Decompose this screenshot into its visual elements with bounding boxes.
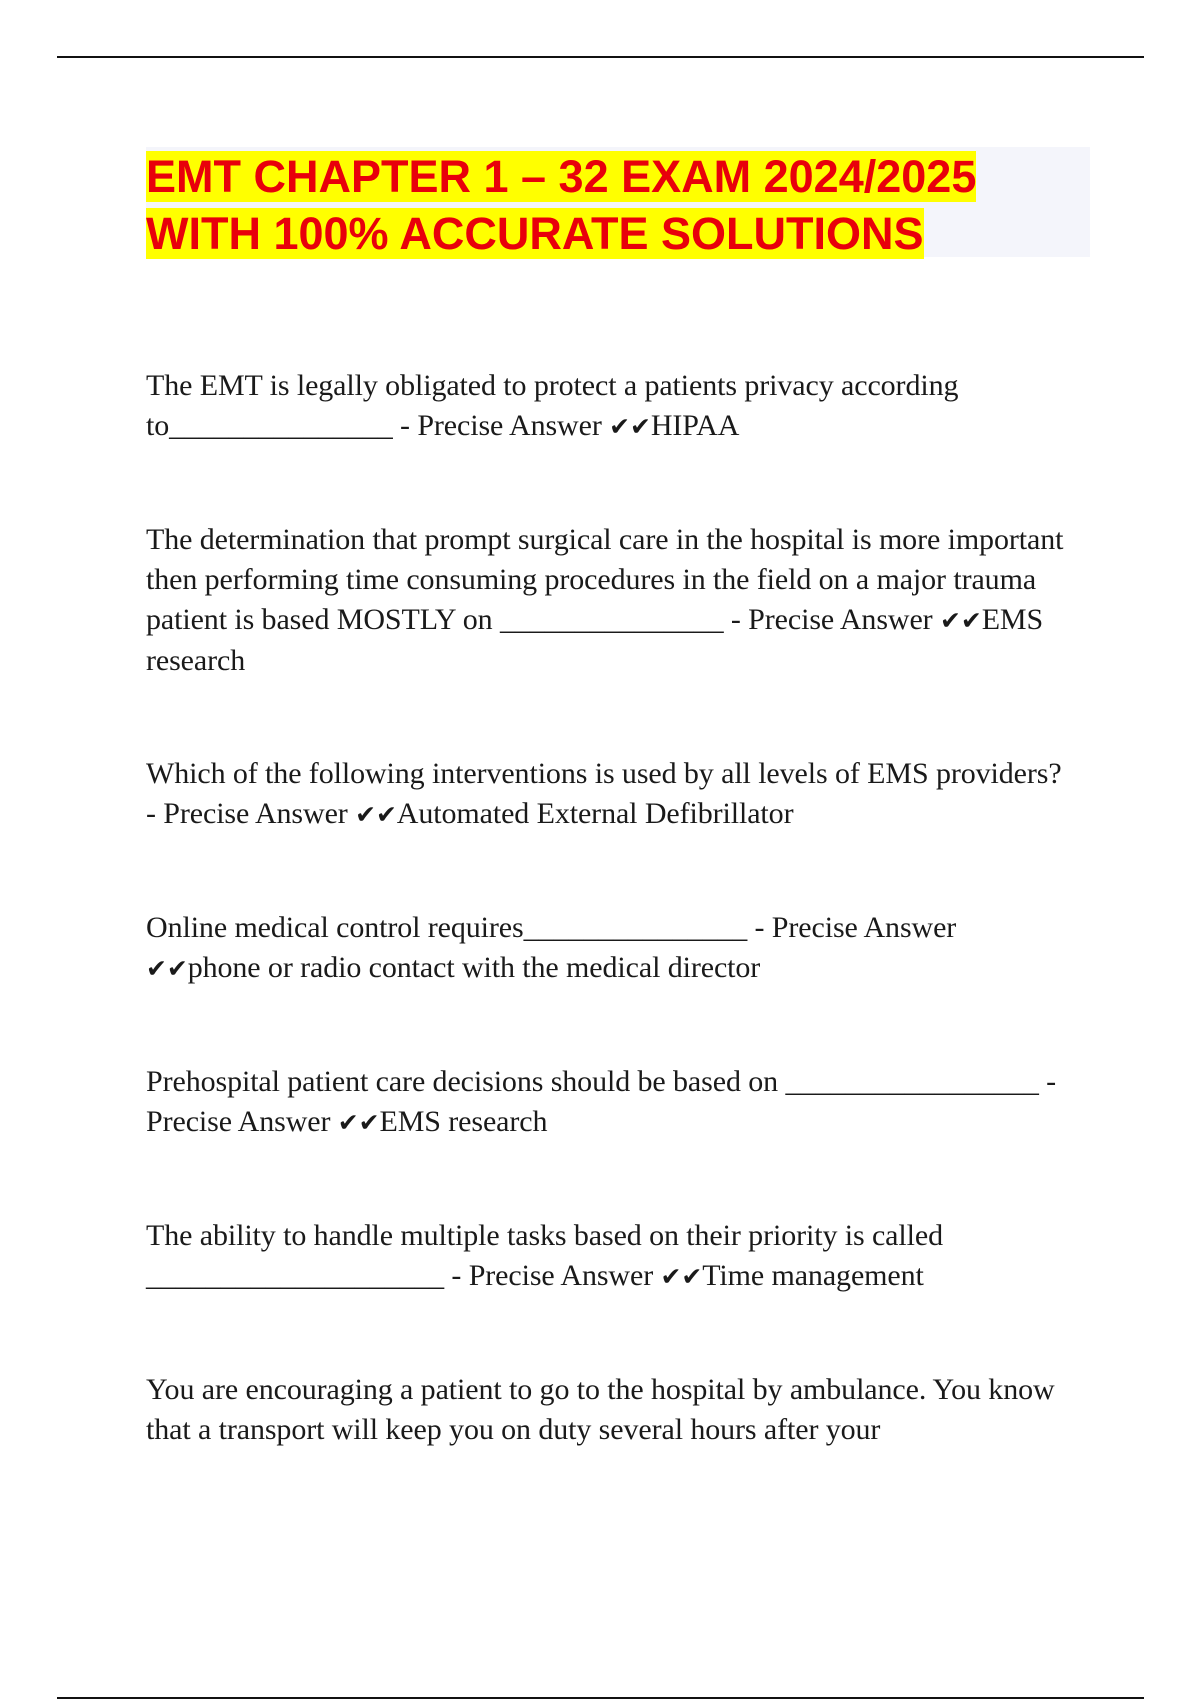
question-item — [146, 754, 1076, 835]
question-text: You are encouraging a patient to go to the hospital by ambulance. You know that a transport will keep you on duty several hours after your — [146, 1373, 1055, 1446]
top-rule — [57, 56, 1144, 58]
question-item — [146, 1370, 1076, 1450]
answer-separator: - Precise Answer — [730, 603, 933, 636]
title-block — [146, 147, 1090, 257]
double-check-icon: ✔✔ — [939, 606, 982, 635]
double-check-icon: ✔✔ — [609, 412, 651, 441]
title-line-2: WITH 100% ACCURATE SOLUTIONS — [146, 208, 924, 259]
question-item — [146, 1062, 1076, 1143]
answer-text: Automated External Defibrillator — [396, 797, 794, 830]
double-check-icon: ✔✔ — [355, 800, 397, 829]
answer-separator: - Precise Answer — [451, 1259, 654, 1292]
answer-separator: - Precise Answer — [754, 911, 957, 944]
question-text: The determination that prompt surgical care in the hospital is more important then performing time consuming procedures in the field on a major trauma patient is based MOSTLY on _______________ — [146, 523, 1064, 636]
question-item — [146, 366, 1076, 447]
question-text: Prehospital patient care decisions should be based on _________________ — [146, 1065, 1039, 1098]
question-text: Which of the following interventions is used by all levels of EMS providers? — [146, 757, 1062, 790]
answer-text: EMS research — [146, 603, 1044, 677]
question-item — [146, 520, 1076, 681]
answer-text: Time management — [702, 1259, 924, 1292]
answer-text: phone or radio contact with the medical director — [187, 951, 761, 984]
bottom-rule — [57, 1697, 1144, 1699]
answer-separator: - Precise Answer — [146, 1065, 1057, 1138]
title-line-1: EMT CHAPTER 1 – 32 EXAM 2024/2025 — [146, 151, 977, 202]
answer-separator: - Precise Answer — [400, 409, 602, 442]
question-list — [146, 366, 1076, 1450]
question-item — [146, 908, 1076, 989]
double-check-icon: ✔✔ — [337, 1108, 380, 1137]
answer-separator: - Precise Answer — [146, 797, 348, 830]
double-check-icon: ✔✔ — [660, 1262, 703, 1291]
question-text: The ability to handle multiple tasks based on their priority is called ____________________ — [146, 1219, 943, 1292]
double-check-icon: ✔✔ — [146, 954, 188, 983]
document-title — [146, 147, 1090, 262]
question-text: The EMT is legally obligated to protect a patients privacy according to_______________ — [146, 369, 959, 442]
question-text: Online medical control requires_______________ — [146, 911, 748, 944]
answer-text: HIPAA — [650, 409, 740, 442]
answer-text: EMS research — [379, 1105, 548, 1138]
question-item — [146, 1216, 1076, 1297]
